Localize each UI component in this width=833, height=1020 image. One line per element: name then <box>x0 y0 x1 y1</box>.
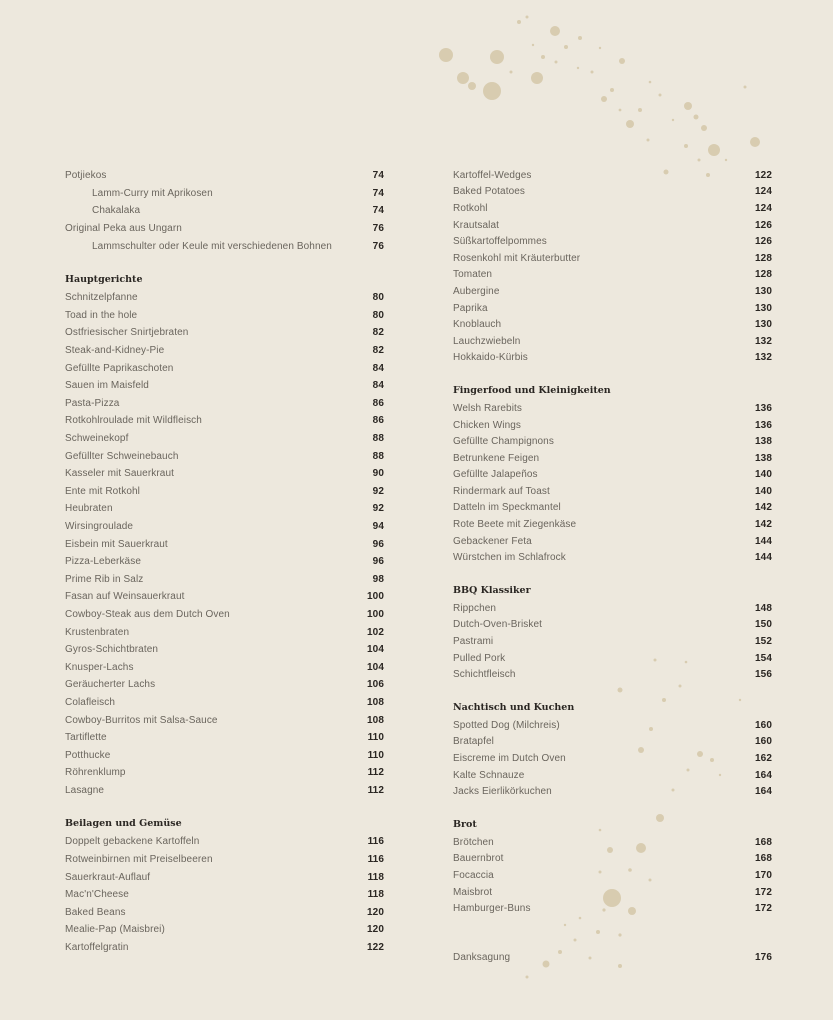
toc-entry-page-number: 144 <box>755 552 772 564</box>
toc-entry[interactable] <box>65 641 384 659</box>
toc-entry-title: Heubraten <box>65 503 113 515</box>
toc-entry-title: Sauerkraut-Auflauf <box>65 871 151 883</box>
toc-entry[interactable] <box>65 553 384 571</box>
toc-entry-title: Baked Beans <box>65 906 126 918</box>
toc-entry[interactable] <box>65 746 384 764</box>
toc-entry-title: Paprika <box>453 302 488 314</box>
toc-entry-title: Ente mit Rotkohl <box>65 485 140 497</box>
toc-entry-title: Pastrami <box>453 636 494 648</box>
toc-entry[interactable] <box>65 220 384 238</box>
toc-entry-page-number: 136 <box>755 419 772 431</box>
toc-entry[interactable] <box>65 658 384 676</box>
toc-entry[interactable] <box>65 729 384 747</box>
toc-entry-page-number: 110 <box>367 749 384 761</box>
toc-entry-page-number: 74 <box>372 205 384 217</box>
toc-entry-title: Krustenbraten <box>65 626 130 638</box>
toc-entry-page-number: 84 <box>372 380 384 392</box>
toc-entry[interactable] <box>65 202 384 220</box>
toc-entry-title: Eisbein mit Sauerkraut <box>65 538 168 550</box>
toc-entry[interactable] <box>453 516 772 533</box>
toc-entry[interactable] <box>65 939 384 957</box>
toc-entry-title: Tartiflette <box>65 732 107 744</box>
toc-entry[interactable] <box>65 342 384 360</box>
toc-entry-page-number: 88 <box>372 450 384 462</box>
toc-entry[interactable] <box>453 533 772 550</box>
toc-entry-title: Lammschulter oder Keule mit verschiedenen Bohnen <box>92 240 332 252</box>
section-spacer <box>65 255 384 271</box>
toc-entry[interactable] <box>453 250 772 267</box>
toc-entry-page-number: 130 <box>755 285 772 297</box>
toc-entry-title: Brötchen <box>453 836 494 848</box>
toc-entry-page-number: 88 <box>372 433 384 445</box>
toc-entry[interactable] <box>453 734 772 751</box>
toc-entry[interactable] <box>453 217 772 234</box>
toc-entry[interactable] <box>453 167 772 184</box>
toc-entry-page-number: 84 <box>372 362 384 374</box>
toc-entry-title: Rotkohl <box>453 202 488 214</box>
toc-entry-title: Maisbrot <box>453 886 493 898</box>
toc-entry[interactable] <box>65 395 384 413</box>
toc-entry[interactable] <box>65 307 384 325</box>
toc-entry-page-number: 144 <box>755 535 772 547</box>
toc-entry-acknowledgements[interactable] <box>453 949 772 966</box>
toc-entry[interactable] <box>65 868 384 886</box>
toc-entry-page-number: 90 <box>372 468 384 480</box>
toc-entry-title: Chicken Wings <box>453 419 521 431</box>
toc-entry[interactable] <box>453 549 772 566</box>
toc-entry[interactable] <box>453 400 772 417</box>
toc-column-right <box>453 167 772 966</box>
toc-entry-page-number: 120 <box>367 906 384 918</box>
toc-entry[interactable] <box>453 633 772 650</box>
toc-entry-page-number: 126 <box>755 219 772 231</box>
toc-entry[interactable] <box>65 782 384 800</box>
toc-entry-page-number: 168 <box>755 836 772 848</box>
toc-entry-page-number: 154 <box>755 652 772 664</box>
toc-entry-title: Dutch-Oven-Brisket <box>453 619 543 631</box>
toc-entry-title: Würstchen im Schlafrock <box>453 552 566 564</box>
toc-entry-title: Gyros-Schichtbraten <box>65 644 159 656</box>
toc-entry-title: Knoblauch <box>453 319 502 331</box>
toc-entry-title: Original Peka aus Ungarn <box>65 223 182 235</box>
section-spacer <box>453 917 772 949</box>
toc-entry[interactable] <box>65 359 384 377</box>
toc-entry-page-number: 86 <box>372 415 384 427</box>
toc-entry-title: Focaccia <box>453 869 494 881</box>
toc-entry-page-number: 162 <box>755 753 772 765</box>
toc-entry-page-number: 96 <box>372 538 384 550</box>
toc-entry-page-number: 150 <box>755 619 772 631</box>
toc-entry-page-number: 142 <box>755 502 772 514</box>
section-heading-hauptgerichte: Hauptgerichte <box>65 273 143 285</box>
toc-entry-page-number: 176 <box>755 951 772 963</box>
section-spacer <box>453 683 772 699</box>
toc-entry-title: Mac'n'Cheese <box>65 889 129 901</box>
toc-entry[interactable] <box>65 465 384 483</box>
section-spacer <box>453 366 772 382</box>
toc-entry-page-number: 172 <box>755 886 772 898</box>
toc-entry[interactable] <box>453 750 772 767</box>
toc-entry-page-number: 118 <box>367 889 384 901</box>
toc-entry-page-number: 142 <box>755 519 772 531</box>
toc-entry-title: Tomaten <box>453 269 493 281</box>
toc-entry-title: Lasagne <box>65 784 105 796</box>
toc-entry-page-number: 82 <box>372 345 384 357</box>
toc-entry[interactable] <box>65 588 384 606</box>
toc-entry-page-number: 110 <box>367 732 384 744</box>
toc-entry-title: Kartoffel-Wedges <box>453 169 532 181</box>
toc-entry[interactable] <box>65 764 384 782</box>
toc-entry-title: Jacks Eierlikörkuchen <box>453 786 552 798</box>
toc-entry-title: Cowboy-Burritos mit Salsa-Sauce <box>65 714 218 726</box>
toc-entry-page-number: 138 <box>755 436 772 448</box>
toc-entry-title: Pizza-Leberkäse <box>65 556 141 568</box>
toc-entry[interactable] <box>453 884 772 901</box>
toc-entry[interactable] <box>65 606 384 624</box>
toc-entry[interactable] <box>453 500 772 517</box>
toc-entry-title: Gefüllte Champignons <box>453 436 554 448</box>
toc-entry[interactable] <box>453 433 772 450</box>
toc-entry-title: Kartoffelgratin <box>65 942 129 954</box>
toc-entry-page-number: 94 <box>372 520 384 532</box>
toc-entry[interactable] <box>65 324 384 342</box>
toc-entry[interactable] <box>453 767 772 784</box>
toc-entry-page-number: 124 <box>755 186 772 198</box>
toc-entry-title: Kalte Schnauze <box>453 769 525 781</box>
toc-entry-title: Datteln im Speckmantel <box>453 502 561 514</box>
toc-entry-page-number: 112 <box>367 784 384 796</box>
section-heading-bbq-klassiker: BBQ Klassiker <box>453 585 531 597</box>
toc-column-left <box>65 167 384 956</box>
toc-entry[interactable] <box>65 518 384 536</box>
toc-entry-page-number: 140 <box>755 469 772 481</box>
toc-entry-title: Knusper-Lachs <box>65 661 134 673</box>
toc-entry[interactable] <box>65 289 384 307</box>
toc-entry-title: Rotkohlroulade mit Wildfleisch <box>65 415 202 427</box>
toc-entry-page-number: 172 <box>755 903 772 915</box>
toc-entry[interactable] <box>453 316 772 333</box>
toc-entry-page-number: 138 <box>755 452 772 464</box>
toc-entry[interactable] <box>453 600 772 617</box>
toc-entry[interactable] <box>453 200 772 217</box>
toc-entry[interactable] <box>453 417 772 434</box>
toc-entry-title: Fasan auf Weinsauerkraut <box>65 591 185 603</box>
section-heading-fingerfood-und-kleinigkeiten: Fingerfood und Kleinigkeiten <box>453 385 611 397</box>
toc-entry[interactable] <box>65 412 384 430</box>
toc-entry-title: Rippchen <box>453 602 497 614</box>
section-spacer <box>453 566 772 582</box>
toc-entry-title: Aubergine <box>453 285 500 297</box>
toc-entry-page-number: 128 <box>755 252 772 264</box>
toc-entry[interactable] <box>453 233 772 250</box>
toc-entry-page-number: 82 <box>372 327 384 339</box>
toc-entry[interactable] <box>65 500 384 518</box>
toc-entry-title: Schichtfleisch <box>453 669 516 681</box>
toc-entry-title: Kasseler mit Sauerkraut <box>65 468 175 480</box>
toc-entry-title: Potthucke <box>65 749 111 761</box>
toc-entry-title: Geräucherter Lachs <box>65 679 156 691</box>
toc-entry-title: Steak-and-Kidney-Pie <box>65 345 165 357</box>
section-heading-nachtisch-und-kuchen: Nachtisch und Kuchen <box>453 702 575 714</box>
toc-entry-title: Lamm-Curry mit Aprikosen <box>92 187 213 199</box>
toc-entry[interactable] <box>65 237 384 255</box>
toc-entry-title: Gefüllte Jalapeños <box>453 469 538 481</box>
toc-entry-page-number: 160 <box>755 719 772 731</box>
toc-entry-title: Krautsalat <box>453 219 500 231</box>
toc-entry[interactable] <box>453 450 772 467</box>
toc-entry-page-number: 170 <box>755 869 772 881</box>
section-heading-beilagen-und-gemüse: Beilagen und Gemüse <box>65 818 182 830</box>
toc-entry[interactable] <box>453 834 772 851</box>
toc-entry-page-number: 76 <box>372 240 384 252</box>
toc-entry-page-number: 106 <box>367 679 384 691</box>
toc-entry-title: Röhrenklump <box>65 767 126 779</box>
toc-entry-title: Doppelt gebackene Kartoffeln <box>65 836 200 848</box>
toc-entry-page-number: 102 <box>367 626 384 638</box>
toc-entry[interactable] <box>453 184 772 201</box>
toc-entry[interactable] <box>65 851 384 869</box>
toc-entry[interactable] <box>65 430 384 448</box>
toc-entry[interactable] <box>453 783 772 800</box>
toc-entry-title: Hamburger-Buns <box>453 903 531 915</box>
toc-entry-title: Colafleisch <box>65 696 116 708</box>
toc-entry-title: Welsh Rarebits <box>453 402 523 414</box>
toc-entry-page-number: 152 <box>755 636 772 648</box>
toc-entry-title: Potjiekos <box>65 170 107 182</box>
toc-entry[interactable] <box>65 623 384 641</box>
toc-entry-title: Rote Beete mit Ziegenkäse <box>453 519 577 531</box>
toc-entry[interactable] <box>65 570 384 588</box>
toc-entry[interactable] <box>453 900 772 917</box>
toc-entry-title: Rotweinbirnen mit Preiselbeeren <box>65 854 213 866</box>
toc-entry-title: Chakalaka <box>92 205 141 217</box>
section-heading-brot: Brot <box>453 819 477 830</box>
toc-entry-title: Eiscreme im Dutch Oven <box>453 753 566 765</box>
toc-entry[interactable] <box>453 467 772 484</box>
toc-entry[interactable] <box>65 447 384 465</box>
toc-entry-page-number: 112 <box>367 767 384 779</box>
section-spacer <box>453 800 772 816</box>
toc-entry[interactable] <box>65 921 384 939</box>
toc-entry-page-number: 96 <box>372 556 384 568</box>
toc-entry-page-number: 160 <box>755 736 772 748</box>
toc-entry-title: Hokkaido-Kürbis <box>453 352 528 364</box>
toc-entry-title: Toad in the hole <box>65 309 138 321</box>
toc-entry-title: Prime Rib in Salz <box>65 573 144 585</box>
toc-entry[interactable] <box>453 867 772 884</box>
toc-entry[interactable] <box>65 904 384 922</box>
toc-entry-title: Wirsingroulade <box>65 520 134 532</box>
toc-entry-page-number: 118 <box>367 871 384 883</box>
toc-entry[interactable] <box>453 483 772 500</box>
toc-entry[interactable] <box>65 535 384 553</box>
toc-entry-page-number: 140 <box>755 485 772 497</box>
toc-entry-page-number: 100 <box>367 591 384 603</box>
toc-entry-title: Betrunkene Feigen <box>453 452 540 464</box>
toc-entry-title: Lauchzwiebeln <box>453 335 521 347</box>
toc-entry-page-number: 116 <box>367 836 384 848</box>
toc-entry-title: Rosenkohl mit Kräuterbutter <box>453 252 581 264</box>
toc-entry-title: Süßkartoffelpommes <box>453 236 547 248</box>
toc-entry[interactable] <box>453 283 772 300</box>
toc-entry[interactable] <box>453 717 772 734</box>
toc-entry-page-number: 126 <box>755 236 772 248</box>
toc-entry-page-number: 100 <box>367 608 384 620</box>
toc-entry-page-number: 92 <box>372 503 384 515</box>
toc-entry[interactable] <box>453 333 772 350</box>
toc-entry-page-number: 122 <box>755 169 772 181</box>
toc-entry-page-number: 76 <box>372 223 384 235</box>
toc-entry-page-number: 108 <box>367 714 384 726</box>
toc-entry-title: Schnitzelpfanne <box>65 292 138 304</box>
toc-entry[interactable] <box>65 711 384 729</box>
toc-entry-page-number: 116 <box>367 854 384 866</box>
toc-entry-title: Gefüllte Paprikaschoten <box>65 362 174 374</box>
toc-entry-page-number: 130 <box>755 302 772 314</box>
toc-entry-page-number: 122 <box>367 942 384 954</box>
toc-entry[interactable] <box>65 483 384 501</box>
toc-entry-title: Gebackener Feta <box>453 535 532 547</box>
toc-entry[interactable] <box>65 833 384 851</box>
toc-entry[interactable] <box>65 694 384 712</box>
toc-entry[interactable] <box>65 377 384 395</box>
toc-entry[interactable] <box>453 650 772 667</box>
toc-entry-page-number: 136 <box>755 402 772 414</box>
toc-entry[interactable] <box>453 300 772 317</box>
toc-entry[interactable] <box>453 666 772 683</box>
toc-entry-title: Rindermark auf Toast <box>453 485 550 497</box>
toc-entry-page-number: 132 <box>755 352 772 364</box>
toc-entry-title: Bratapfel <box>453 736 494 748</box>
toc-entry-page-number: 168 <box>755 853 772 865</box>
toc-entry[interactable] <box>65 676 384 694</box>
toc-entry[interactable] <box>453 350 772 367</box>
toc-entry-page-number: 164 <box>755 769 772 781</box>
toc-entry[interactable] <box>453 617 772 634</box>
toc-entry-page-number: 98 <box>372 573 384 585</box>
toc-entry-title: Baked Potatoes <box>453 186 526 198</box>
toc-entry-page-number: 74 <box>372 170 384 182</box>
toc-entry[interactable] <box>65 185 384 203</box>
toc-entry[interactable] <box>453 851 772 868</box>
toc-entry-title: Danksagung <box>453 951 511 963</box>
toc-entry-title: Cowboy-Steak aus dem Dutch Oven <box>65 608 230 620</box>
toc-entry-title: Gefüllter Schweinebauch <box>65 450 179 462</box>
toc-entry-page-number: 108 <box>367 696 384 708</box>
toc-entry-page-number: 92 <box>372 485 384 497</box>
toc-entry-title: Ostfriesischer Snirtjebraten <box>65 327 189 339</box>
section-spacer <box>65 799 384 815</box>
toc-entry[interactable] <box>453 267 772 284</box>
toc-entry-title: Spotted Dog (Milchreis) <box>453 719 560 731</box>
toc-entry-page-number: 120 <box>367 924 384 936</box>
toc-entry-title: Sauen im Maisfeld <box>65 380 149 392</box>
toc-entry-title: Pasta-Pizza <box>65 397 120 409</box>
toc-entry-page-number: 156 <box>755 669 772 681</box>
toc-entry[interactable] <box>65 886 384 904</box>
toc-entry-title: Mealie-Pap (Maisbrei) <box>65 924 165 936</box>
toc-entry[interactable] <box>65 167 384 185</box>
toc-entry-page-number: 132 <box>755 335 772 347</box>
toc-entry-page-number: 124 <box>755 202 772 214</box>
toc-entry-page-number: 80 <box>372 292 384 304</box>
toc-entry-page-number: 128 <box>755 269 772 281</box>
toc-entry-title: Bauernbrot <box>453 853 504 865</box>
toc-entry-title: Pulled Pork <box>453 652 506 664</box>
toc-entry-page-number: 104 <box>367 661 384 673</box>
toc-entry-page-number: 80 <box>372 309 384 321</box>
toc-entry-page-number: 74 <box>372 187 384 199</box>
toc-entry-page-number: 86 <box>372 397 384 409</box>
toc-entry-title: Schweinekopf <box>65 433 129 445</box>
toc-entry-page-number: 104 <box>367 644 384 656</box>
toc-entry-page-number: 148 <box>755 602 772 614</box>
toc-entry-page-number: 164 <box>755 786 772 798</box>
toc-entry-page-number: 130 <box>755 319 772 331</box>
